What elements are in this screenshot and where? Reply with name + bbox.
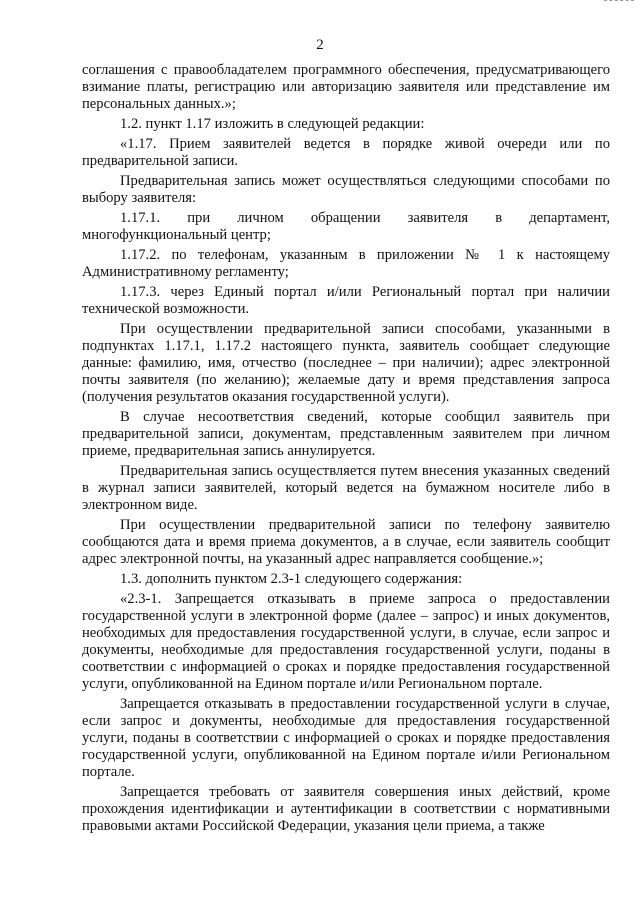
paragraph-requirements-prohibition: Запрещается требовать от заявителя совершения иных действий, кроме прохождения идентификации и аутентификации в соответствии с нормативными правовыми актами Российской Федерации, указания цели приема, а также	[82, 784, 610, 834]
paragraph-continuation: соглашения с правообладателем программного обеспечения, предусматривающего взимание платы, регистрацию или авторизацию заявителя или представление им персональных данных.»;	[82, 62, 610, 112]
paragraph-amendment-1-3: 1.3. дополнить пунктом 2.3-1 следующего содержания:	[120, 571, 463, 587]
page-number: 2	[316, 37, 324, 53]
paragraph-1-17-3: 1.17.3. через Единый портал и/или Региональный портал при наличии технической возможности.	[82, 284, 610, 317]
scan-corner-mark	[604, 0, 634, 4]
paragraph-amendment-1-2: 1.2. пункт 1.17 изложить в следующей редакции:	[120, 116, 425, 132]
document-body	[82, 62, 610, 835]
paragraph-1-17-2: 1.17.2. по телефонам, указанным в приложении № 1 к настоящему Административному регламенту;	[82, 247, 610, 280]
paragraph-applicant-data: При осуществлении предварительной записи способами, указанными в подпунктах 1.17.1, 1.17.2 настоящего пункта, заявитель сообщает следующие данные: фамилию, имя, отчество (последнее – при наличии); адрес электронной почты заявителя (по желанию); желаемые дату и время представления запроса (получения результатов оказания государственной услуги).	[82, 321, 610, 405]
paragraph-refusal-prohibition: Запрещается отказывать в предоставлении государственной услуги в случае, если запрос и документы, необходимые для предоставления государственной услуги, поданы в соответствии с информацией о сроках и порядке предоставления государственной услуги, опубликованной на Едином портале и/или Региональном портале.	[82, 696, 610, 780]
paragraph-2-3-1: «2.3-1. Запрещается отказывать в приеме запроса о предоставлении государственной услуги в электронной форме (далее – запрос) и иных документов, необходимых для предоставления государственной услуги, в случае, если запрос и документы, необходимые для предоставления государственной услуги, поданы в соответствии с информацией о сроках и порядке предоставления государственной услуги, опубликованной на Едином портале и/или Региональном портале.	[82, 591, 610, 692]
paragraph-1-17: «1.17. Прием заявителей ведется в порядке живой очереди или по предварительной записи.	[82, 136, 610, 169]
paragraph-journal: Предварительная запись осуществляется путем внесения указанных сведений в журнал записи заявителей, который ведется на бумажном носителе либо в электронном виде.	[82, 463, 610, 513]
paragraph-1-17-1: 1.17.1. при личном обращении заявителя в департамент, многофункциональный центр;	[82, 210, 610, 243]
paragraph-phone-booking: При осуществлении предварительной записи по телефону заявителю сообщаются дата и время приема документов, а в случае, если заявитель сообщит адрес электронной почты, на указанный адрес направляется сообщение.»;	[82, 517, 610, 567]
paragraph-prebooking-methods: Предварительная запись может осуществляться следующими способами по выбору заявителя:	[82, 173, 610, 206]
paragraph-mismatch: В случае несоответствия сведений, которые сообщил заявитель при предварительной записи, документам, представленным заявителем при личном приеме, предварительная запись аннулируется.	[82, 409, 610, 459]
